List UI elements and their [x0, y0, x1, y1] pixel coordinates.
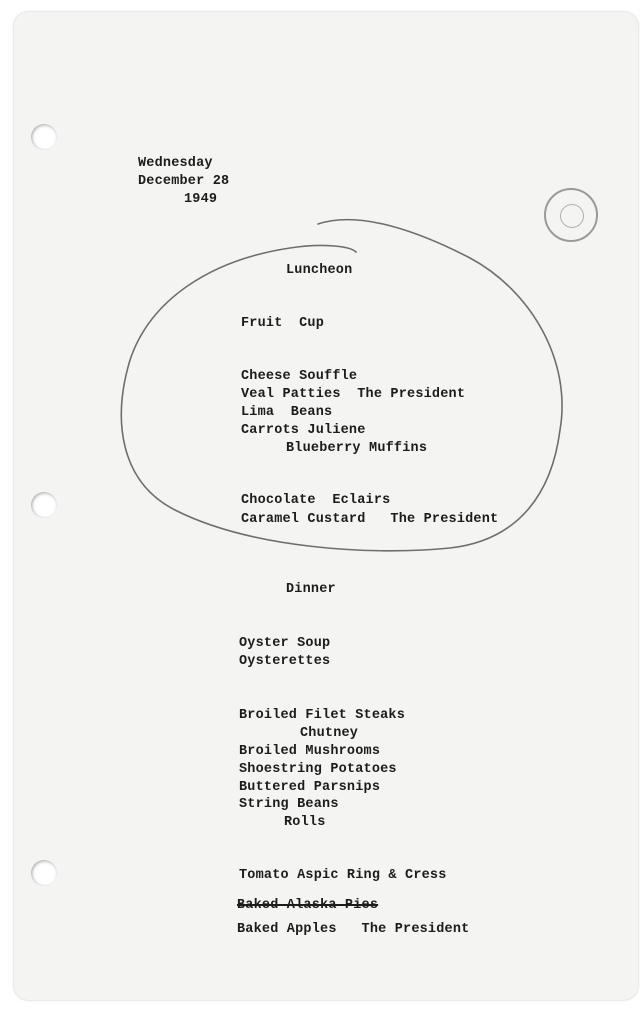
- menu-item: Chocolate Eclairs: [241, 493, 391, 508]
- menu-item: Broiled Filet Steaks: [239, 708, 406, 723]
- menu-item: Baked Apples The President: [237, 922, 470, 937]
- menu-item: Carrots Juliene: [241, 423, 366, 438]
- menu-item: Fruit Cup: [241, 316, 325, 331]
- menu-item: Rolls: [284, 815, 326, 830]
- menu-date: December 28: [138, 174, 230, 189]
- dinner-heading: Dinner: [286, 582, 336, 597]
- menu-item: Lima Beans: [241, 405, 333, 420]
- menu-item: Oysterettes: [239, 654, 331, 669]
- menu-item: Blueberry Muffins: [286, 441, 428, 456]
- menu-item: Broiled Mushrooms: [239, 744, 381, 759]
- menu-item: Caramel Custard The President: [241, 512, 499, 527]
- menu-item: Veal Patties The President: [241, 387, 466, 402]
- luncheon-heading: Luncheon: [286, 263, 353, 278]
- menu-item: Shoestring Potatoes: [239, 762, 397, 777]
- menu-item: Buttered Parsnips: [239, 780, 381, 795]
- menu-item: Tomato Aspic Ring & Cress: [239, 868, 447, 883]
- menu-year: 1949: [184, 192, 218, 207]
- menu-item: Cheese Souffle: [241, 369, 358, 384]
- menu-item: String Beans: [239, 797, 339, 812]
- menu-day: Wednesday: [138, 156, 213, 171]
- menu-item-struck: Baked Alaska Pies: [237, 898, 379, 913]
- menu-item: Oyster Soup: [239, 636, 331, 651]
- menu-item: Chutney: [300, 726, 359, 741]
